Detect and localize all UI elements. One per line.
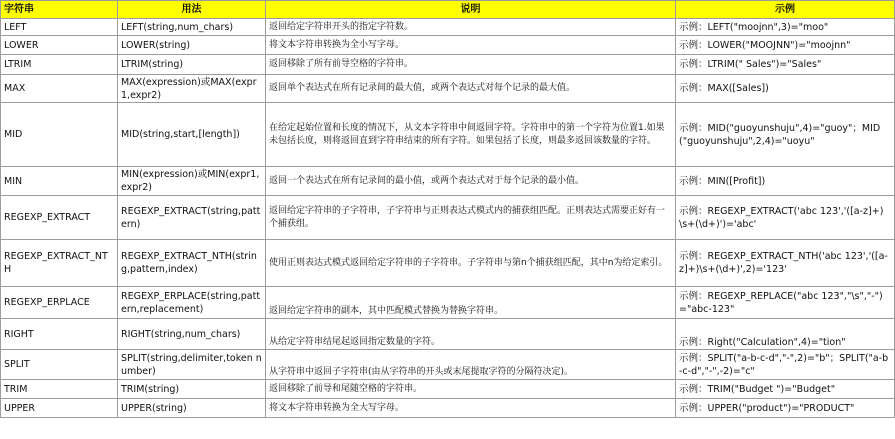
table-row [1,350,895,380]
function-name: UPPER [1,399,118,418]
table-row [1,380,895,399]
table-row [1,196,895,240]
function-usage: MID(string,start,[length]) [118,103,266,167]
function-usage: SPLIT(string,delimiter,token number) [118,350,266,380]
function-description: 从字符串中返回子字符串(由从字符串的开头或末尾提取字符的分隔符决定)。 [266,350,676,380]
function-example: 示例：REGEXP_REPLACE("abc 123","\s","-")="abc-123" [676,287,895,319]
header-example: 示例 [676,1,895,19]
function-usage: RIGHT(string,num_chars) [118,319,266,350]
function-name: LEFT [1,19,118,36]
function-usage: REGEXP_EXTRACT(string,pattern) [118,196,266,240]
function-example: 示例：MIN([Profit]) [676,167,895,196]
function-name: RIGHT [1,319,118,350]
function-example: 示例：REGEXP_EXTRACT_NTH('abc 123','([a-z]+)\s+(\d+)',2)='123' [676,240,895,287]
function-name: MIN [1,167,118,196]
function-name: SPLIT [1,350,118,380]
function-description: 将文本字符串转换为全小写字母。 [266,36,676,55]
function-usage: TRIM(string) [118,380,266,399]
function-example: 示例：Right("Calculation",4)="tion" [676,319,895,350]
header-usage: 用法 [118,1,266,19]
function-name: REGEXP_EXTRACT [1,196,118,240]
function-name: LTRIM [1,55,118,75]
table-row [1,75,895,103]
table-row [1,399,895,418]
table-row [1,19,895,36]
function-description: 返回一个表达式在所有记录间的最小值，或两个表达式对于每个记录的最小值。 [266,167,676,196]
function-example: 示例：LEFT("moojnn",3)="moo" [676,19,895,36]
table-row [1,240,895,287]
header-name: 字符串 [1,1,118,19]
function-example: 示例：MID("guoyunshuju",4)="guoy"；MID("guoyunshuju",2,4)="uoyu" [676,103,895,167]
function-name: MID [1,103,118,167]
function-usage: REGEXP_ERPLACE(string,pattern,replacement) [118,287,266,319]
header-description: 说明 [266,1,676,19]
function-name: MAX [1,75,118,103]
function-description: 将文本字符串转换为全大写字母。 [266,399,676,418]
function-name: TRIM [1,380,118,399]
table-row [1,55,895,75]
table-row [1,287,895,319]
function-example: 示例：SPLIT("a-b-c-d","-",2)="b"；SPLIT("a-b-c-d","-",-2)="c" [676,350,895,380]
function-description: 使用正则表达式模式返回给定字符串的子字符串。子字符串与第n个捕获组匹配，其中n为给定索引。 [266,240,676,287]
function-description: 返回给定字符串的子字符串，子字符串与正则表达式模式内的捕获组匹配。正则表达式需要正好有一个捕获组。 [266,196,676,240]
table-row [1,167,895,196]
function-usage: LTRIM(string) [118,55,266,75]
function-name: LOWER [1,36,118,55]
function-name: REGEXP_ERPLACE [1,287,118,319]
header-row [1,1,895,19]
function-name: REGEXP_EXTRACT_NTH [1,240,118,287]
function-example: 示例：LOWER("MOOJNN")="moojnn" [676,36,895,55]
function-example: 示例：TRIM("Budget ")="Budget" [676,380,895,399]
table-row [1,103,895,167]
function-description: 返回移除了前导和尾随空格的字符串。 [266,380,676,399]
function-description: 返回给定字符串的副本，其中匹配模式替换为替换字符串。 [266,287,676,319]
function-description: 从给定字符串结尾起返回指定数量的字符。 [266,319,676,350]
function-usage: MIN(expression)或MIN(expr1,expr2) [118,167,266,196]
function-usage: MAX(expression)或MAX(expr1,expr2) [118,75,266,103]
function-example: 示例：MAX([Sales]) [676,75,895,103]
function-description: 返回单个表达式在所有记录间的最大值，或两个表达式对每个记录的最大值。 [266,75,676,103]
table-row [1,319,895,350]
function-description: 返回给定字符串开头的指定字符数。 [266,19,676,36]
function-example: 示例：LTRIM(" Sales")="Sales" [676,55,895,75]
function-example: 示例：REGEXP_EXTRACT('abc 123','([a-z]+)\s+(\d+)')='abc' [676,196,895,240]
table-row [1,36,895,55]
function-usage: LEFT(string,num_chars) [118,19,266,36]
function-usage: UPPER(string) [118,399,266,418]
function-usage: LOWER(string) [118,36,266,55]
function-usage: REGEXP_EXTRACT_NTH(string,pattern,index) [118,240,266,287]
function-description: 返回移除了所有前导空格的字符串。 [266,55,676,75]
function-description: 在给定起始位置和长度的情况下，从文本字符串中间返回字符。字符串中的第一个字符为位置1.如果未包括长度，则将返回直到字符串结束的所有字符。如果包括了长度，则最多返回该数量的字符。 [266,103,676,167]
function-example: 示例：UPPER("product")="PRODUCT" [676,399,895,418]
